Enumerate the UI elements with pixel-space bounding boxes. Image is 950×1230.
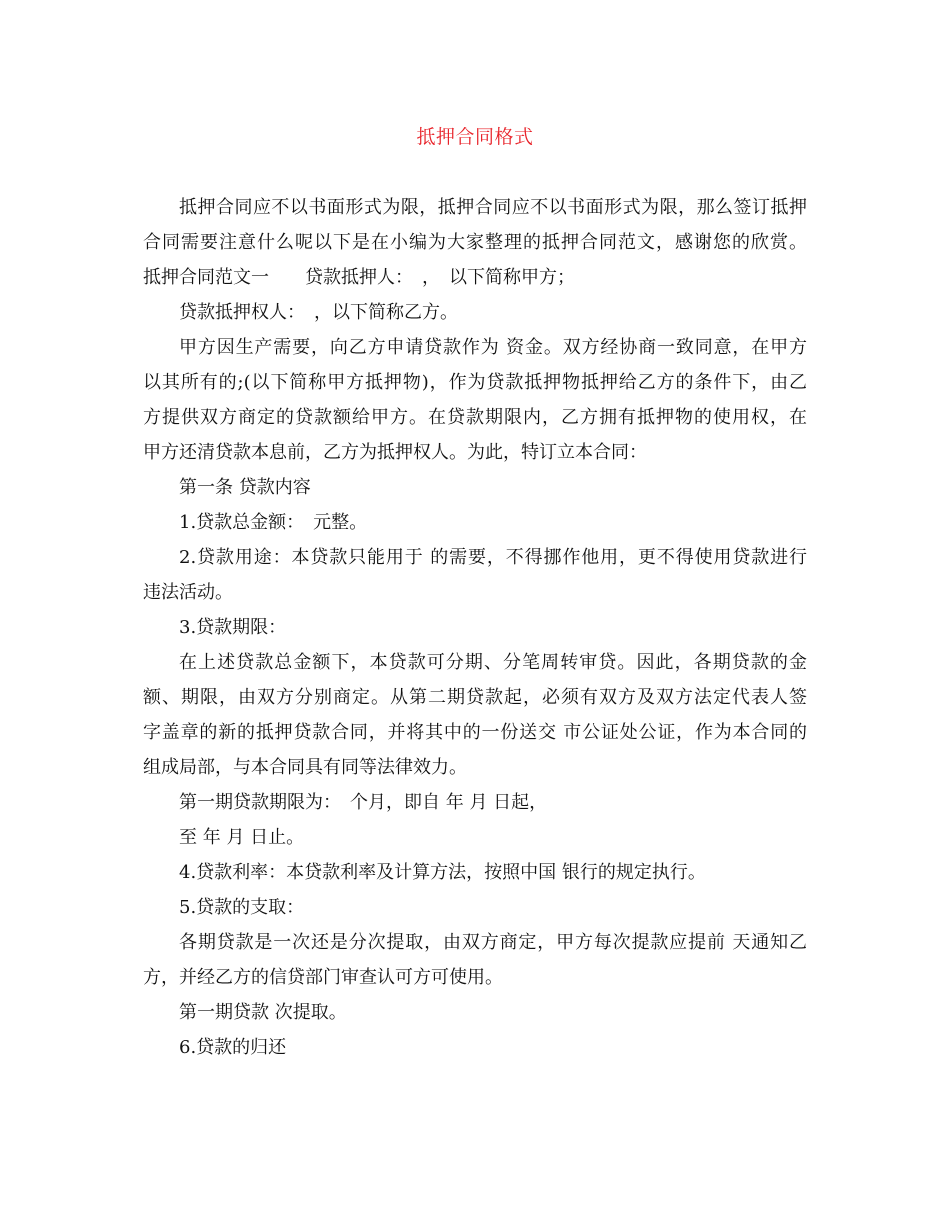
document-title: 抵押合同格式 (416, 126, 534, 148)
paragraph-line: 5.贷款的支取： (179, 897, 305, 918)
paragraph-line: 抵押合同范文一 贷款抵押人： ， 以下简称甲方； (143, 267, 575, 288)
paragraph-line: 方提供双方商定的贷款额给甲方。在贷款期限内，乙方拥有抵押物的使用权，在 (143, 407, 807, 428)
paragraph-line: 4.贷款利率：本贷款利率及计算方法，按照中国 银行的规定执行。 (179, 862, 706, 883)
paragraph-line: 第一期贷款 次提取。 (179, 1002, 347, 1023)
paragraph-line: 合同需要注意什么呢以下是在小编为大家整理的抵押合同范文，感谢您的欣赏。 (143, 232, 807, 253)
paragraph-line: 组成局部，与本合同具有同等法律效力。 (143, 757, 467, 778)
paragraph-line: 3.贷款期限： (179, 617, 287, 638)
paragraph-line: 1.贷款总金额： 元整。 (179, 512, 368, 533)
paragraph-line: 以其所有的;(以下简称甲方抵押物)，作为贷款抵押物抵押给乙方的条件下，由乙 (143, 372, 807, 393)
paragraph-line: 额、期限，由双方分别商定。从第二期贷款起，必须有双方及双方法定代表人签 (143, 687, 807, 708)
paragraph-line: 违法活动。 (143, 582, 233, 603)
paragraph-line: 字盖章的新的抵押贷款合同，并将其中的一份送交 市公证处公证，作为本合同的 (143, 722, 807, 743)
paragraph-line: 至 年 月 日止。 (179, 827, 305, 848)
paragraph-line: 贷款抵押权人： ，以下简称乙方。 (179, 302, 458, 323)
paragraph-line: 第一期贷款期限为： 个月，即自 年 月 日起， (179, 792, 548, 813)
paragraph-line: 在上述贷款总金额下，本贷款可分期、分笔周转审贷。因此，各期贷款的金 (179, 652, 807, 673)
paragraph-line: 方，并经乙方的信贷部门审查认可方可使用。 (143, 967, 503, 988)
paragraph-line: 各期贷款是一次还是分次提取，由双方商定，甲方每次提款应提前 天通知乙 (179, 932, 807, 953)
paragraph-line: 甲方因生产需要，向乙方申请贷款作为 资金。双方经协商一致同意，在甲方 (179, 337, 807, 358)
paragraph-line: 6.贷款的归还 (179, 1037, 287, 1058)
document-body (143, 190, 807, 1065)
paragraph-line: 2.贷款用途：本贷款只能用于 的需要，不得挪作他用，更不得使用贷款进行 (179, 547, 807, 568)
paragraph-line: 甲方还清贷款本息前，乙方为抵押权人。为此，特订立本合同： (143, 442, 647, 463)
section-heading: 第一条 贷款内容 (179, 477, 311, 498)
paragraph-line: 抵押合同应不以书面形式为限，抵押合同应不以书面形式为限，那么签订抵押 (179, 197, 807, 218)
